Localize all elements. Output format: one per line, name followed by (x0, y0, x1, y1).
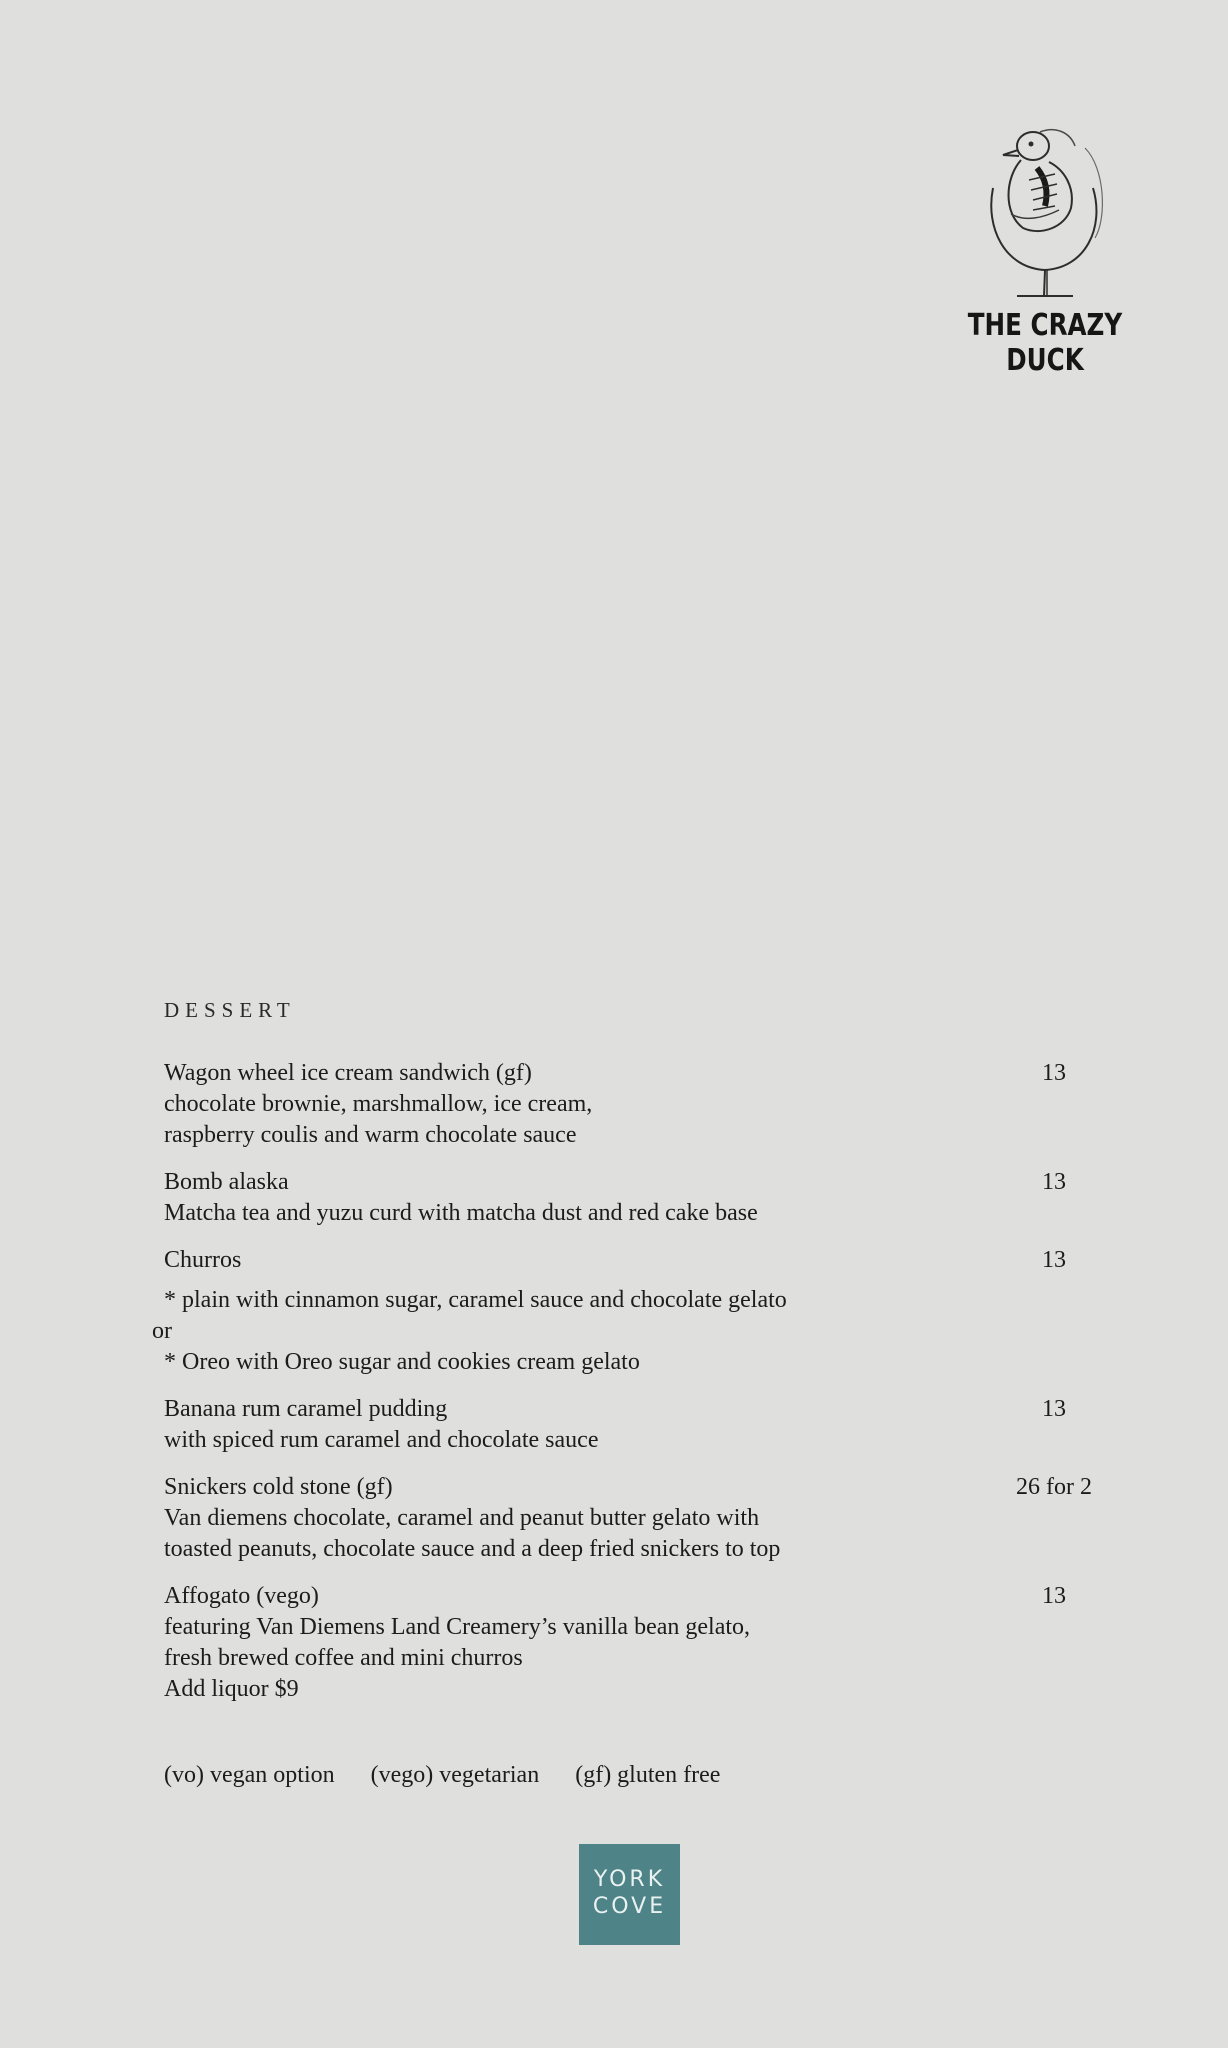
menu-item (164, 1058, 1124, 1151)
dessert-menu (152, 1058, 1124, 1721)
legend-vegan: (vo) vegan option (164, 1762, 335, 1788)
menu-item (164, 1167, 1124, 1229)
item-name: Affogato (vego) (164, 1583, 319, 1609)
item-name: Bomb alaska (164, 1169, 289, 1195)
york-cove-line: YORK (593, 1867, 666, 1892)
item-description: featuring Van Diemens Land Creamery’s vanilla bean gelato, (164, 1614, 751, 1640)
item-price: 26 for 2 (1016, 1474, 1092, 1500)
item-description: Matcha tea and yuzu curd with matcha dust and red cake base (164, 1200, 758, 1226)
item-name: Wagon wheel ice cream sandwich (gf) (164, 1060, 532, 1086)
legend-gluten-free: (gf) gluten free (575, 1762, 721, 1788)
dietary-legend (164, 1762, 750, 1789)
menu-item (164, 1394, 1124, 1456)
duck-wineglass-icon (945, 118, 1145, 308)
section-title: DESSERT (164, 998, 296, 1022)
item-price: 13 (1042, 1169, 1066, 1195)
item-option: * Oreo with Oreo sugar and cookies cream gelato (164, 1349, 640, 1375)
brand-name: THE CRAZY DUCK (967, 308, 1123, 378)
item-description: chocolate brownie, marshmallow, ice cream, (164, 1091, 593, 1117)
item-description: toasted peanuts, chocolate sauce and a deep fried snickers to top (164, 1536, 781, 1562)
menu-item (164, 1581, 1124, 1705)
crazy-duck-logo (945, 118, 1145, 378)
item-option-separator: or (152, 1318, 172, 1344)
york-cove-logo (579, 1844, 680, 1945)
item-price: 13 (1042, 1247, 1066, 1273)
item-price: 13 (1042, 1396, 1066, 1422)
item-name: Snickers cold stone (gf) (164, 1474, 393, 1500)
item-description: Van diemens chocolate, caramel and peanut butter gelato with (164, 1505, 760, 1531)
item-description: fresh brewed coffee and mini churros (164, 1645, 523, 1671)
item-description: raspberry coulis and warm chocolate sauce (164, 1122, 577, 1148)
item-description: with spiced rum caramel and chocolate sauce (164, 1427, 599, 1453)
york-cove-line: COVE (592, 1894, 667, 1919)
item-name: Banana rum caramel pudding (164, 1396, 448, 1422)
item-option: * plain with cinnamon sugar, caramel sauce and chocolate gelato (164, 1287, 787, 1313)
item-name: Churros (164, 1247, 242, 1273)
item-price: 13 (1042, 1583, 1066, 1609)
item-price: 13 (1042, 1060, 1066, 1086)
menu-item (164, 1472, 1124, 1565)
menu-item (152, 1245, 1124, 1378)
legend-vegetarian: (vego) vegetarian (370, 1762, 540, 1788)
item-addon: Add liquor $9 (164, 1676, 299, 1702)
